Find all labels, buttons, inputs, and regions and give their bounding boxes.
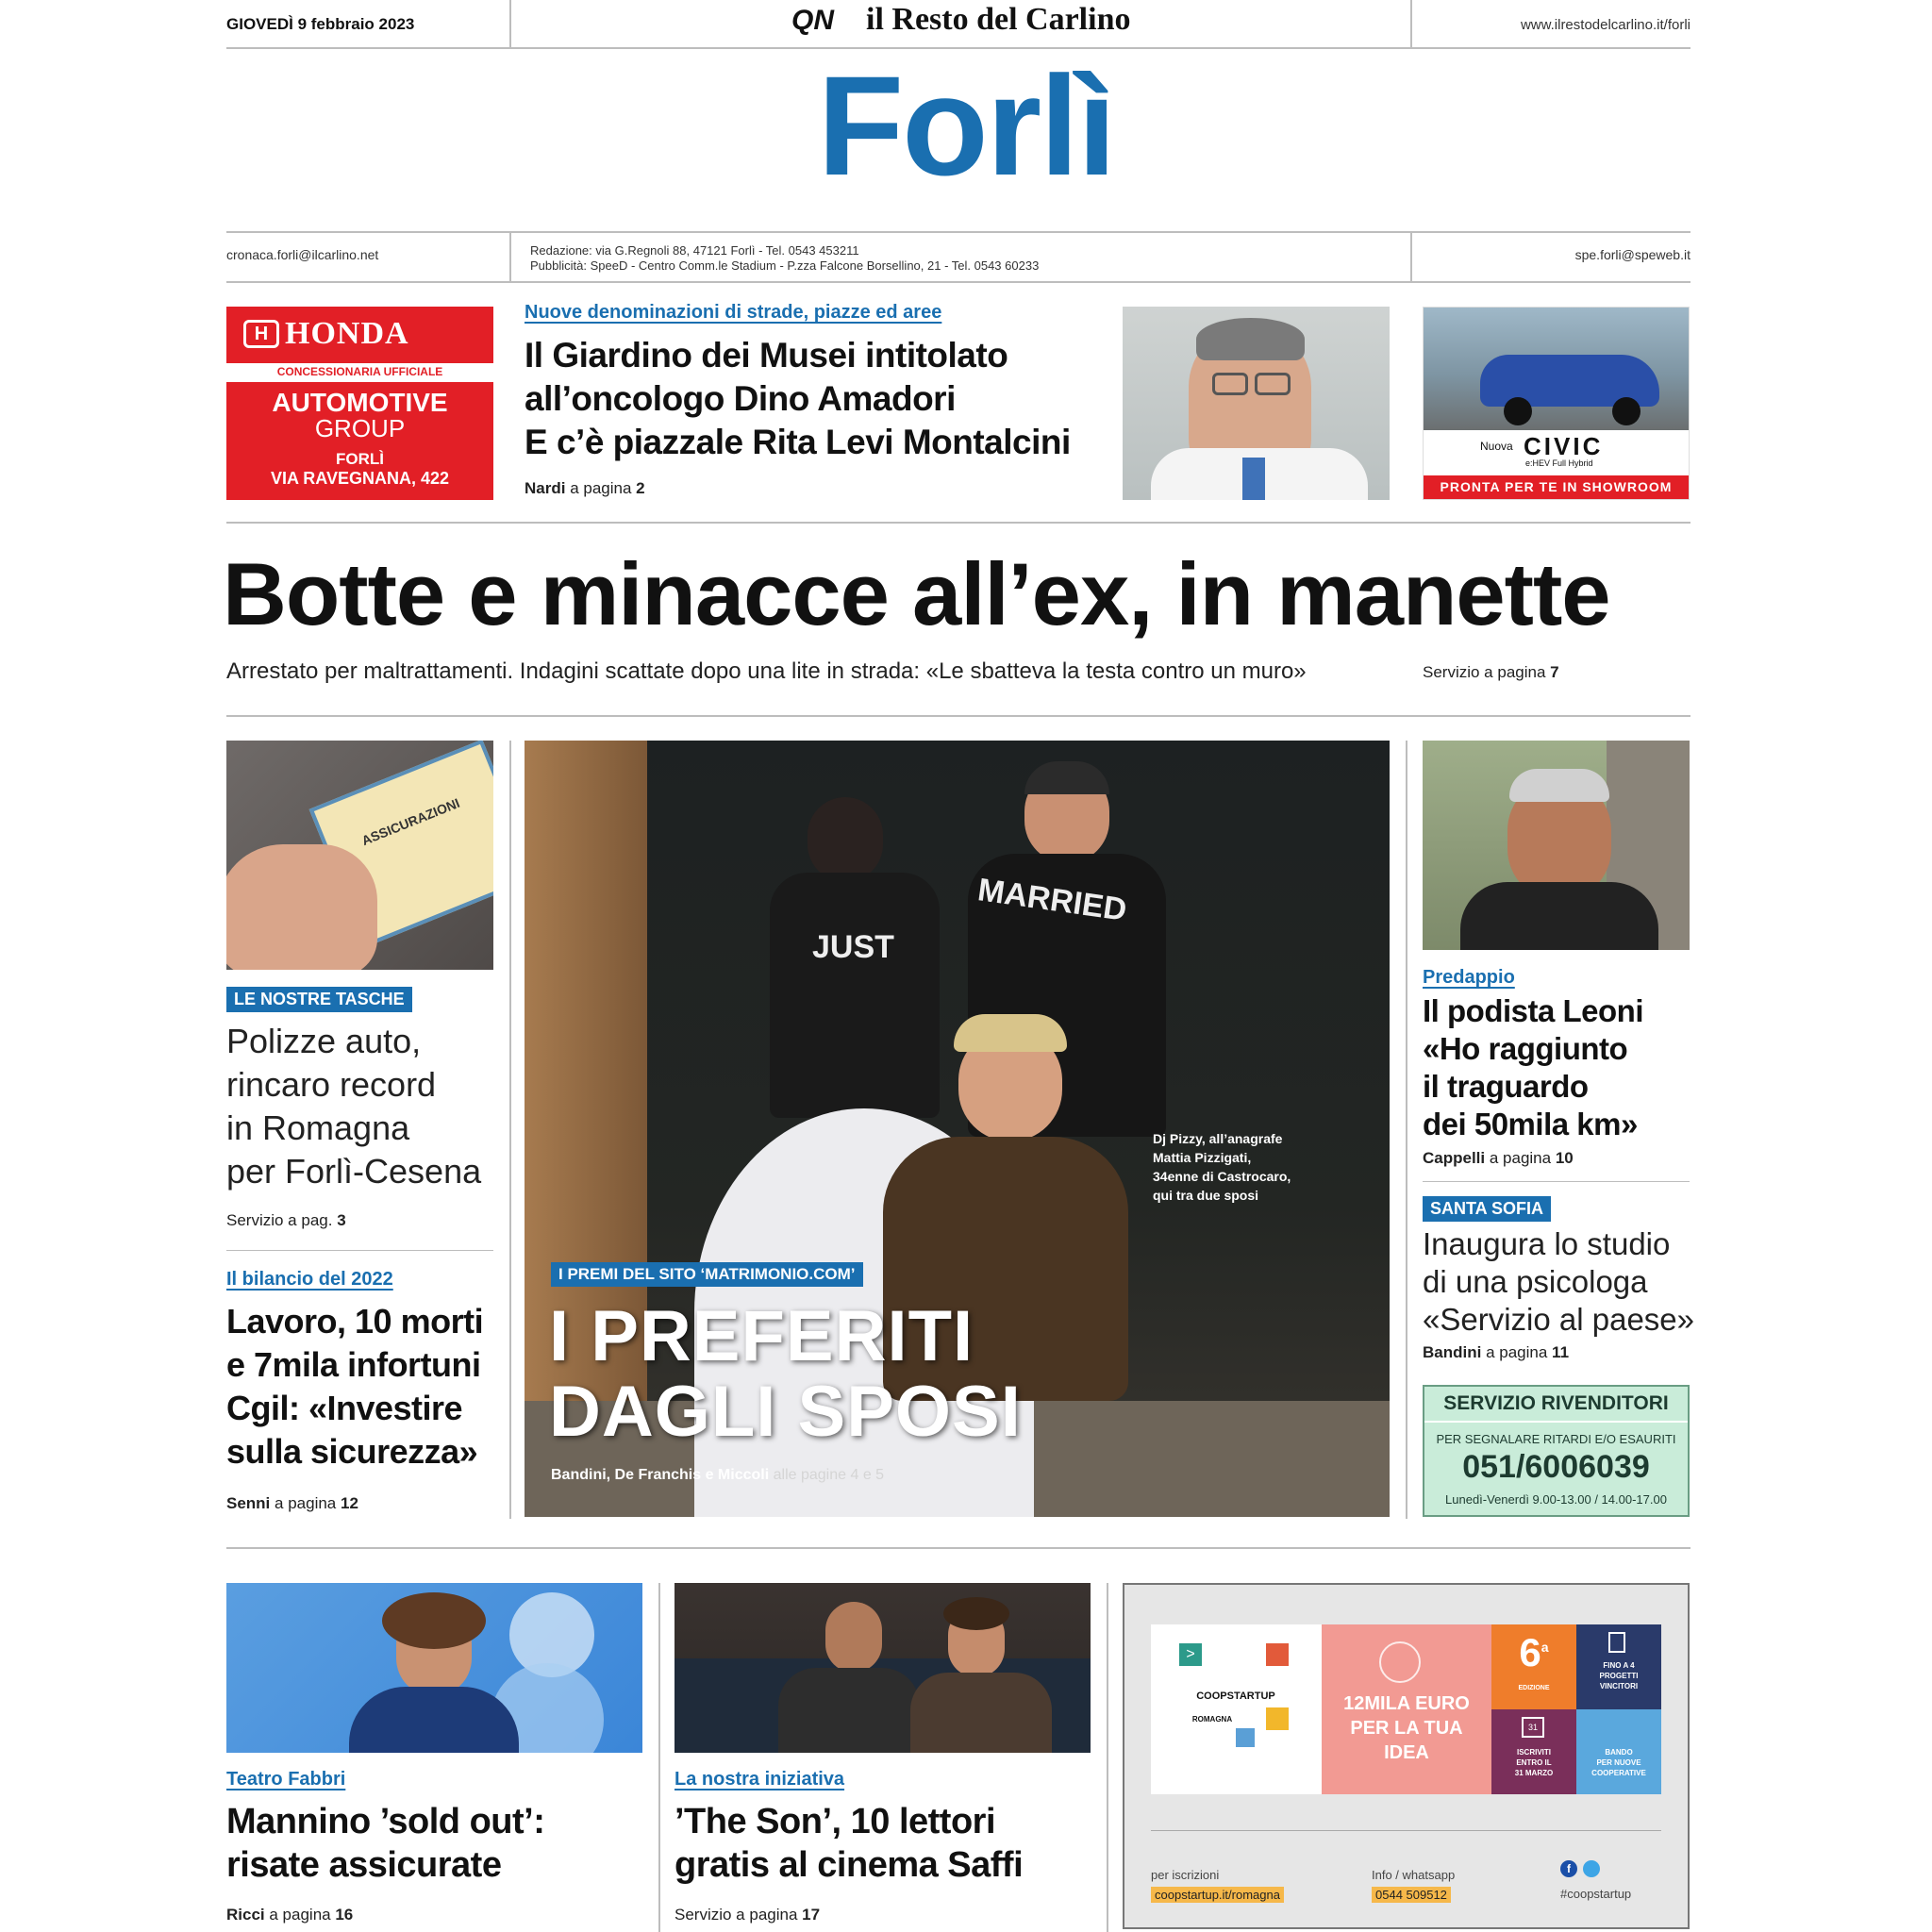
coop-logo-text: COOPSTARTUP xyxy=(1196,1690,1275,1702)
leoni-credit xyxy=(1423,1149,1574,1168)
psicologa-credit xyxy=(1423,1343,1569,1362)
civic-ad[interactable] xyxy=(1423,307,1690,500)
qn-logo xyxy=(788,6,838,36)
masthead-date: GIOVEDÌ 9 febbraio 2023 xyxy=(226,15,415,33)
top-story-page-text: a pagina xyxy=(570,479,632,497)
brand-name: il Resto del Carlino xyxy=(866,2,1131,37)
rivenditori-hours: Lunedì-Venerdì 9.00-13.00 / 14.00-17.00 xyxy=(1445,1492,1667,1507)
document-icon xyxy=(1608,1632,1625,1653)
leoni-line-4[interactable]: dei 50mila km» xyxy=(1423,1107,1638,1141)
civic-hybrid: e:HEV Full Hybrid xyxy=(1525,458,1593,468)
pubblicita-info: Pubblicità: SpeeD - Centro Comm.le Stadium - P.zza Falcone Borsellino, 21 - Tel. 0543 60233 xyxy=(530,258,1040,273)
twitter-icon[interactable] xyxy=(1583,1860,1600,1877)
lead-summary: Arrestato per maltrattamenti. Indagini scattate dopo una lite in strada: «Le sbatteva la testa contro un muro» xyxy=(226,658,1307,684)
coop-info-phone[interactable]: 0544 509512 xyxy=(1372,1887,1451,1903)
lavoro-page-text: a pagina xyxy=(275,1494,337,1512)
mannino-credit xyxy=(226,1906,353,1924)
lavoro-credit xyxy=(226,1494,358,1513)
qn-logo-text: QN xyxy=(791,5,834,36)
rivenditori-title: SERVIZIO RIVENDITORI xyxy=(1424,1387,1688,1421)
polizze-line-2[interactable]: rincaro record xyxy=(226,1065,437,1104)
santa-sofia-tag: SANTA SOFIA xyxy=(1423,1196,1551,1222)
polizze-page: 3 xyxy=(337,1211,346,1229)
wedding-photo[interactable] xyxy=(525,741,1390,1517)
theson-credit xyxy=(675,1906,820,1924)
iniziativa-kicker[interactable]: La nostra iniziativa xyxy=(675,1769,845,1790)
honda-ad[interactable] xyxy=(226,307,493,500)
lavoro-line-3[interactable]: Cgil: «Investire xyxy=(226,1389,463,1427)
rivenditori-sub: PER SEGNALARE RITARDI E/O ESAURITI xyxy=(1436,1432,1676,1446)
center-pages: alle pagine 4 e 5 xyxy=(773,1467,885,1483)
psicologa-author: Bandini xyxy=(1423,1343,1482,1361)
caption-line-1: Dj Pizzy, all’anagrafe xyxy=(1153,1131,1283,1146)
email-left[interactable]: cronaca.forli@ilcarlino.net xyxy=(226,247,379,262)
top-story-line-1[interactable]: Il Giardino dei Musei intitolato xyxy=(525,336,1008,375)
coop-b: BANDO PER NUOVE COOPERATIVE xyxy=(1591,1748,1646,1777)
amadori-photo xyxy=(1123,307,1390,500)
left-tag: LE NOSTRE TASCHE xyxy=(226,987,412,1012)
theson-line-1[interactable]: ’The Son’, 10 lettori xyxy=(675,1802,995,1841)
coop-reg-url[interactable]: coopstartup.it/romagna xyxy=(1151,1887,1284,1903)
coop-edition-num: 6$^a$ xyxy=(1519,1630,1549,1674)
top-story-author: Nardi xyxy=(525,479,566,497)
calendar-icon: 31 xyxy=(1522,1717,1544,1738)
coop-info-label: Info / whatsapp xyxy=(1372,1868,1456,1882)
coopstartup-ad[interactable] xyxy=(1123,1583,1690,1929)
honda-group-1: AUTOMOTIVE xyxy=(272,388,448,417)
top-story-kicker[interactable]: Nuove denominazioni di strade, piazze ed aree xyxy=(525,302,942,323)
redazione-info: Redazione: via G.Regnoli 88, 47121 Forlì - Tel. 0543 453211 xyxy=(530,243,859,258)
leoni-photo xyxy=(1423,741,1690,950)
honda-city: FORLÌ xyxy=(336,450,384,468)
lavoro-line-2[interactable]: e 7mila infortuni xyxy=(226,1345,481,1384)
coop-region: ROMAGNA xyxy=(1191,1715,1233,1724)
psicologa-page: 11 xyxy=(1552,1343,1570,1361)
lavoro-page: 12 xyxy=(341,1494,358,1512)
leoni-line-1[interactable]: Il podista Leoni xyxy=(1423,993,1644,1028)
center-credit xyxy=(551,1467,884,1484)
polizze-credit xyxy=(226,1211,346,1230)
email-right[interactable]: spe.forli@speweb.it xyxy=(1574,247,1690,262)
lavoro-author: Senni xyxy=(226,1494,271,1512)
center-tag: I PREMI DEL SITO ‘MATRIMONIO.COM’ xyxy=(551,1262,863,1287)
caption-line-2: Mattia Pizzigati, xyxy=(1153,1150,1252,1165)
city-title: Forlì xyxy=(817,46,1115,205)
top-story[interactable] xyxy=(525,302,1109,505)
jacket-married-text: MARRIED xyxy=(975,872,1129,928)
bilancio-kicker[interactable]: Il bilancio del 2022 xyxy=(226,1269,393,1290)
caption-line-4: qui tra due sposi xyxy=(1153,1188,1259,1203)
caption-line-3: 34enne di Castrocaro, xyxy=(1153,1169,1291,1184)
honda-group-2: GROUP xyxy=(314,414,406,442)
rivenditori-box[interactable] xyxy=(1423,1385,1690,1517)
theson-photo xyxy=(675,1583,1091,1753)
mannino-page-text: a pagina xyxy=(269,1906,331,1924)
coop-f: FINO A 4 PROGETTI VINCITORI xyxy=(1599,1661,1639,1690)
top-story-page: 2 xyxy=(636,479,645,497)
insurance-photo xyxy=(226,741,493,970)
psicologa-line-2[interactable]: di una psicologa xyxy=(1423,1264,1648,1299)
polizze-line-1[interactable]: Polizze auto, xyxy=(226,1022,422,1060)
honda-address: VIA RAVEGNANA, 422 xyxy=(270,469,450,488)
insurance-card-text: ASSICURAZIONI xyxy=(359,794,462,849)
center-headline-1[interactable]: I PREFERITI xyxy=(549,1296,974,1376)
theson-page: 17 xyxy=(802,1906,821,1924)
top-story-line-2[interactable]: all’oncologo Dino Amadori xyxy=(525,379,956,418)
masthead-url[interactable]: www.ilrestodelcarlino.it/forli xyxy=(1520,17,1690,33)
lead-page: 7 xyxy=(1550,663,1559,681)
center-authors: Bandini, De Franchis e Miccoli xyxy=(551,1467,770,1483)
lead-credit-text: Servizio a pagina xyxy=(1423,663,1546,681)
photo-caption xyxy=(1153,1129,1291,1205)
civic-nuova: Nuova xyxy=(1480,440,1513,453)
leoni-page-text: a pagina xyxy=(1489,1149,1552,1167)
coop-d: ISCRIVITI ENTRO IL 31 MARZO xyxy=(1514,1748,1554,1777)
coop-hashtag: #coopstartup xyxy=(1560,1887,1632,1901)
honda-brand: HONDA xyxy=(285,316,409,351)
lavoro-line-1[interactable]: Lavoro, 10 morti xyxy=(226,1302,484,1341)
theson-credit-text: Servizio a pagina xyxy=(675,1906,798,1924)
rivenditori-phone[interactable]: 051/6006039 xyxy=(1462,1449,1650,1485)
lavoro-line-4[interactable]: sulla sicurezza» xyxy=(226,1432,478,1471)
top-story-credit xyxy=(525,479,645,498)
coop-prize-3: IDEA xyxy=(1384,1742,1429,1763)
mannino-photo xyxy=(226,1583,642,1753)
lead-headline[interactable]: Botte e minacce all’ex, in manette xyxy=(223,544,1610,643)
mannino-author: Ricci xyxy=(226,1906,265,1924)
polizze-credit-text: Servizio a pag. xyxy=(226,1211,333,1229)
lead-credit xyxy=(1423,663,1559,682)
honda-concessionaria: CONCESSIONARIA UFFICIALE xyxy=(276,365,443,378)
psicologa-line-1[interactable]: Inaugura lo studio xyxy=(1423,1226,1671,1261)
civic-model: CIVIC xyxy=(1524,432,1604,460)
mannino-line-1[interactable]: Mannino ’sold out’: xyxy=(226,1802,545,1841)
psicologa-page-text: a pagina xyxy=(1486,1343,1548,1361)
facebook-icon[interactable]: f xyxy=(1560,1860,1577,1877)
civic-cta[interactable]: PRONTA PER TE IN SHOWROOM xyxy=(1424,475,1689,499)
masthead xyxy=(0,0,1932,283)
polizze-line-4[interactable]: per Forlì-Cesena xyxy=(226,1152,482,1191)
leoni-author: Cappelli xyxy=(1423,1149,1486,1167)
predappio-kicker[interactable]: Predappio xyxy=(1423,967,1515,988)
top-story-line-3[interactable]: E c’è piazzale Rita Levi Montalcini xyxy=(525,423,1071,461)
coop-prize-2: PER LA TUA xyxy=(1350,1718,1463,1739)
center-headline-2[interactable]: DAGLI SPOSI xyxy=(549,1372,1022,1452)
teatro-kicker[interactable]: Teatro Fabbri xyxy=(226,1769,346,1790)
coop-logo-icon: > xyxy=(1179,1643,1292,1747)
mannino-page: 16 xyxy=(335,1906,354,1924)
honda-logo-icon: H xyxy=(243,320,279,348)
bulb-icon xyxy=(1379,1641,1421,1683)
coop-reg-label: per iscrizioni xyxy=(1151,1868,1220,1882)
leoni-page: 10 xyxy=(1555,1149,1574,1167)
coop-edition: EDIZIONE xyxy=(1518,1685,1550,1691)
theson-line-2[interactable]: gratis al cinema Saffi xyxy=(675,1845,1024,1885)
jacket-just-text: JUST xyxy=(812,929,894,965)
mannino-line-2[interactable]: risate assicurate xyxy=(226,1845,502,1885)
leoni-line-2[interactable]: «Ho raggiunto xyxy=(1423,1031,1628,1066)
coop-prize-1: 12MILA EURO xyxy=(1343,1693,1470,1714)
leoni-line-3[interactable]: il traguardo xyxy=(1423,1069,1589,1104)
polizze-line-3[interactable]: in Romagna xyxy=(226,1108,410,1147)
psicologa-line-3[interactable]: «Servizio al paese» xyxy=(1423,1302,1695,1337)
